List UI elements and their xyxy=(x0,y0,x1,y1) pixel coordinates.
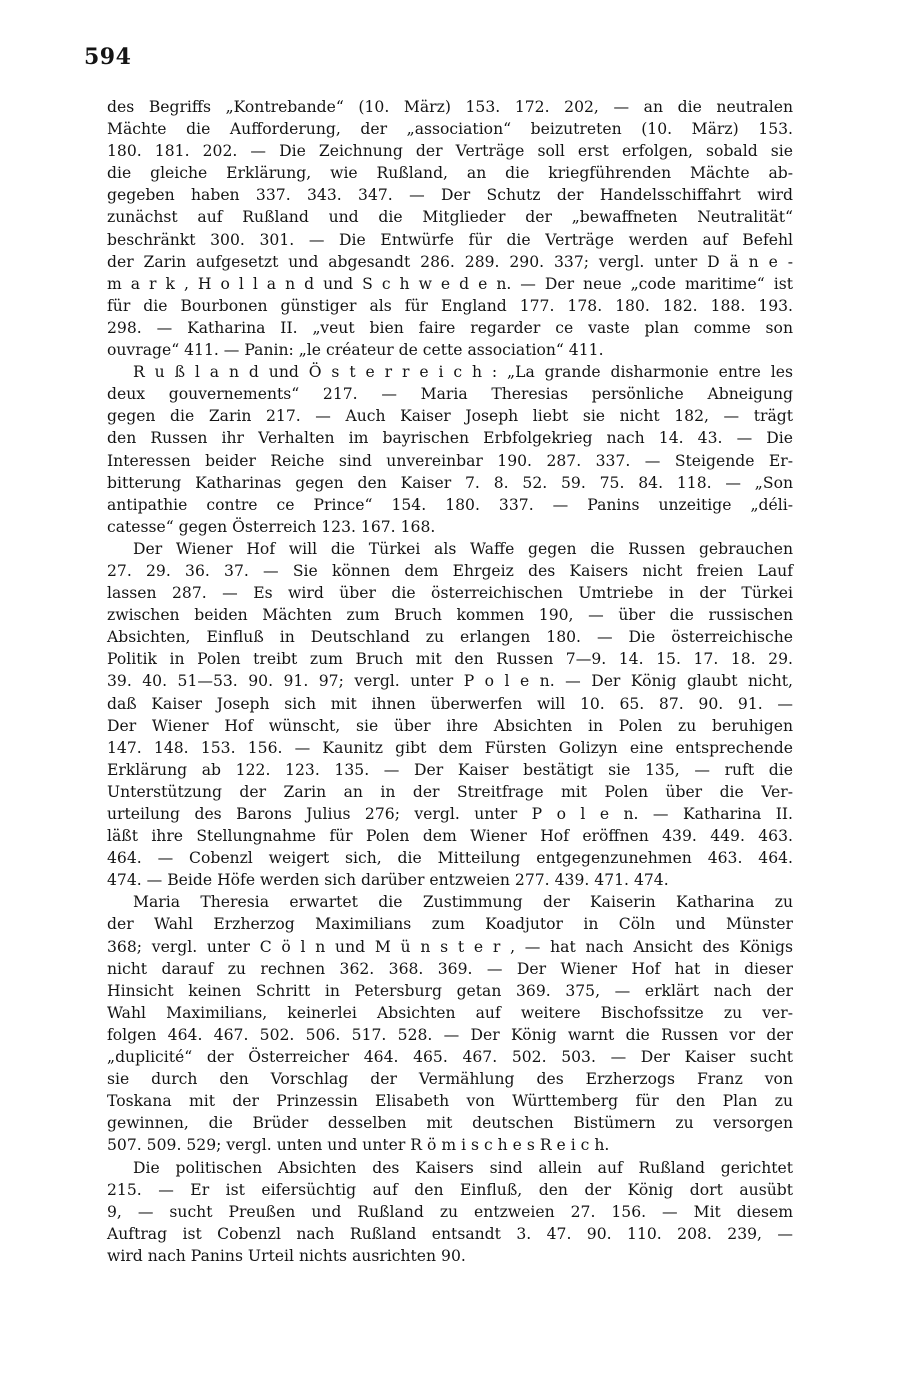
page-number: 594 xyxy=(84,44,132,70)
text-line: Toskana mit der Prinzessin Elisabeth von Württemberg für den Plan zu xyxy=(107,1092,793,1111)
text-line: ouvrage“ 411. — Panin: „le créateur de cette association“ 411. xyxy=(107,341,604,360)
text-line: nicht darauf zu rechnen 362. 368. 369. — Der Wiener Hof hat in dieser xyxy=(107,959,793,978)
text-line: zwischen beiden Mächten zum Bruch kommen 190, — über die russischen xyxy=(107,606,793,625)
text-line: wird nach Panins Urteil nichts ausrichten 90. xyxy=(107,1246,466,1265)
text-line: 368; vergl. unter C ö l n und M ü n s t e r , — hat nach Ansicht des Königs xyxy=(107,937,793,956)
text-line: sie durch den Vorschlag der Vermählung des Erzherzogs Franz von xyxy=(107,1070,793,1089)
text-line: R u ß l a n d und Ö s t e r r e i c h : „La grande disharmonie entre les xyxy=(133,363,793,382)
text-line: Der Wiener Hof will die Türkei als Waffe gegen die Russen gebrauchen xyxy=(133,539,793,558)
text-line: 464. — Cobenzl weigert sich, die Mitteilung entgegenzunehmen 463. 464. xyxy=(107,849,793,868)
text-line: 507. 509. 529; vergl. unten und unter R ö m i s c h e s R e i c h. xyxy=(107,1136,610,1155)
text-line: antipathie contre ce Prince“ 154. 180. 337. — Panins unzeitige „déli- xyxy=(107,495,793,514)
text-line: 27. 29. 36. 37. — Sie können dem Ehrgeiz des Kaisers nicht freien Lauf xyxy=(107,561,793,580)
text-line: gegeben haben 337. 343. 347. — Der Schutz der Handelsschiffahrt wird xyxy=(107,186,793,205)
text-line: Mächte die Aufforderung, der „association“ beizutreten (10. März) 153. xyxy=(107,120,793,139)
text-line: den Russen ihr Verhalten im bayrischen Erbfolgekrieg nach 14. 43. — Die xyxy=(107,429,793,448)
text-line: Hinsicht keinen Schritt in Petersburg getan 369. 375, — erklärt nach der xyxy=(107,981,793,1000)
text-line: läßt ihre Stellungnahme für Polen dem Wiener Hof eröffnen 439. 449. 463. xyxy=(107,827,793,846)
text-line: Die politischen Absichten des Kaisers sind allein auf Rußland gerichtet xyxy=(133,1158,793,1177)
text-line: daß Kaiser Joseph sich mit ihnen überwerfen will 10. 65. 87. 90. 91. — xyxy=(107,694,793,713)
text-line: Politik in Polen treibt zum Bruch mit den Russen 7—9. 14. 15. 17. 18. 29. xyxy=(107,650,793,669)
text-line: 147. 148. 153. 156. — Kaunitz gibt dem Fürsten Golizyn eine entsprechende xyxy=(107,738,793,757)
text-line: Maria Theresia erwartet die Zustimmung der Kaiserin Katharina zu xyxy=(133,893,793,912)
text-line: 9, — sucht Preußen und Rußland zu entzweien 27. 156. — Mit diesem xyxy=(107,1202,793,1221)
text-line: Interessen beider Reiche sind unvereinbar 190. 287. 337. — Steigende Er- xyxy=(107,451,793,470)
text-line: 180. 181. 202. — Die Zeichnung der Verträge soll erst erfolgen, sobald sie xyxy=(107,142,793,161)
text-line: m a r k , H o l l a n d und S c h w e d e n. — Der neue „code maritime“ ist xyxy=(107,274,793,293)
text-line: „duplicité“ der Österreicher 464. 465. 467. 502. 503. — Der Kaiser sucht xyxy=(107,1048,793,1067)
text-line: 474. — Beide Höfe werden sich darüber entzweien 277. 439. 471. 474. xyxy=(107,871,669,890)
text-line: bitterung Katharinas gegen den Kaiser 7. 8. 52. 59. 75. 84. 118. — „Son xyxy=(107,473,793,492)
body-text xyxy=(107,96,793,1267)
text-line: Erklärung ab 122. 123. 135. — Der Kaiser bestätigt sie 135, — ruft die xyxy=(107,760,793,779)
text-line: 298. — Katharina II. „veut bien faire regarder ce vaste plan comme son xyxy=(107,318,793,337)
text-line: Der Wiener Hof wünscht, sie über ihre Absichten in Polen zu beruhigen xyxy=(107,716,793,735)
text-line: beschränkt 300. 301. — Die Entwürfe für die Verträge werden auf Befehl xyxy=(107,230,793,249)
text-line: deux gouvernements“ 217. — Maria Theresias persönliche Abneigung xyxy=(107,385,793,404)
text-line: der Wahl Erzherzog Maximilians zum Koadjutor in Cöln und Münster xyxy=(107,915,793,934)
text-line: für die Bourbonen günstiger als für England 177. 178. 180. 182. 188. 193. xyxy=(107,296,793,315)
text-line: gewinnen, die Brüder desselben mit deutschen Bistümern zu versorgen xyxy=(107,1114,793,1133)
text-line: Absichten, Einfluß in Deutschland zu erlangen 180. — Die österreichische xyxy=(107,628,793,647)
text-line: die gleiche Erklärung, wie Rußland, an die kriegführenden Mächte ab- xyxy=(107,164,793,183)
text-line: 39. 40. 51—53. 90. 91. 97; vergl. unter P o l e n. — Der König glaubt nicht, xyxy=(107,672,793,691)
text-line: 215. — Er ist eifersüchtig auf den Einfluß, den der König dort ausübt xyxy=(107,1180,793,1199)
text-line: gegen die Zarin 217. — Auch Kaiser Joseph liebt sie nicht 182, — trägt xyxy=(107,407,793,426)
text-line: lassen 287. — Es wird über die österreichischen Umtriebe in der Türkei xyxy=(107,584,793,603)
text-line: zunächst auf Rußland und die Mitglieder der „bewaffneten Neutralität“ xyxy=(107,208,793,227)
text-line: catesse“ gegen Österreich 123. 167. 168. xyxy=(107,517,436,536)
text-line: urteilung des Barons Julius 276; vergl. unter P o l e n. — Katharina II. xyxy=(107,805,793,823)
text-line: folgen 464. 467. 502. 506. 517. 528. — Der König warnt die Russen vor der xyxy=(107,1025,793,1044)
text-line: der Zarin aufgesetzt und abgesandt 286. 289. 290. 337; vergl. unter D ä n e - xyxy=(107,252,793,271)
text-line: des Begriffs „Kontrebande“ (10. März) 153. 172. 202, — an die neutralen xyxy=(107,98,793,116)
text-line: Auftrag ist Cobenzl nach Rußland entsandt 3. 47. 90. 110. 208. 239, — xyxy=(107,1224,793,1243)
text-line: Unterstützung der Zarin an in der Streitfrage mit Polen über die Ver- xyxy=(107,782,793,801)
text-line: Wahl Maximilians, keinerlei Absichten auf weitere Bischofssitze zu ver- xyxy=(107,1003,793,1022)
